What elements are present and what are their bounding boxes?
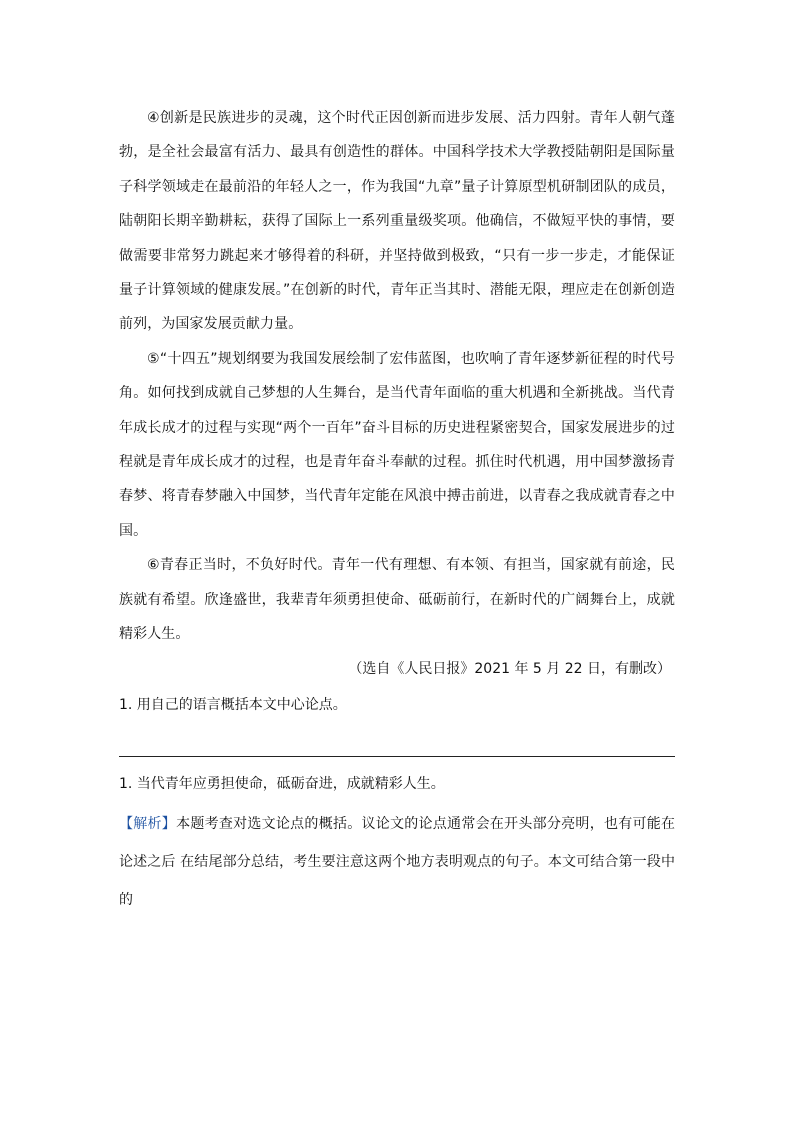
answer-line bbox=[119, 756, 675, 757]
analysis-tag: 【解析】 bbox=[119, 815, 177, 832]
article-paragraph-5: ⑤“十四五”规划纲要为我国发展绘制了宏伟蓝图，也吹响了青年逐梦新征程的时代号角。如何找到成就自己梦想的人生舞台，是当代青年面临的重大机遇和全新挑战。当代青年成长成才的过程与实现“两个一百年”奋斗目标的历史进程紧密契合，国家发展进步的过程就是青年成长成才的过程，也是青年奋斗奉献的过程。抓住时代机遇，用中国梦激扬青春梦、将青春梦融入中国梦，当代青年定能在风浪中搏击前进，以青春之我成就青春之中国。 bbox=[119, 350, 675, 539]
document-content bbox=[119, 101, 675, 919]
analysis-text: 本题考查对选文论点的概括。议论文的论点通常会在开头部分亮明，也有可能在论述之后 在结尾部分总结，考生要注意这两个地方表明观点的句子。本文可结合第一段中的 bbox=[119, 815, 676, 908]
answer-1: 1. 当代青年应勇担使命，砥砺奋进，成就精彩人生。 bbox=[119, 776, 445, 793]
article-source: （选自《人民日报》2021 年 5 月 22 日，有删改） bbox=[348, 660, 671, 677]
article-paragraph-4: ④创新是民族进步的灵魂，这个时代正因创新而进步发展、活力四射。青年人朝气蓬勃，是全社会最富有活力、最具有创造性的群体。中国科学技术大学教授陆朝阳是国际量子科学领域走在最前沿的年轻人之一，作为我国“九章”量子计算原型机研制团队的成员，陆朝阳长期辛勤耕耘，获得了国际上一系列重量级奖项。他确信，不做短平快的事情，要做需要非常努力跳起来才够得着的科研，并坚持做到极致，“只有一步一步走，才能保证量子计算领域的健康发展。”在创新的时代，青年正当其时、潜能无限，理应走在创新创造前列，为国家发展贡献力量。 bbox=[119, 110, 675, 333]
article-paragraph-6: ⑥青春正当时，不负好时代。青年一代有理想、有本领、有担当，国家就有前途，民族就有希望。欣逢盛世，我辈青年须勇担使命、砥砺前行，在新时代的广阔舞台上，成就精彩人生。 bbox=[119, 557, 675, 643]
analysis-block bbox=[119, 805, 675, 919]
question-1: 1. 用自己的语言概括本文中心论点。 bbox=[119, 696, 347, 713]
